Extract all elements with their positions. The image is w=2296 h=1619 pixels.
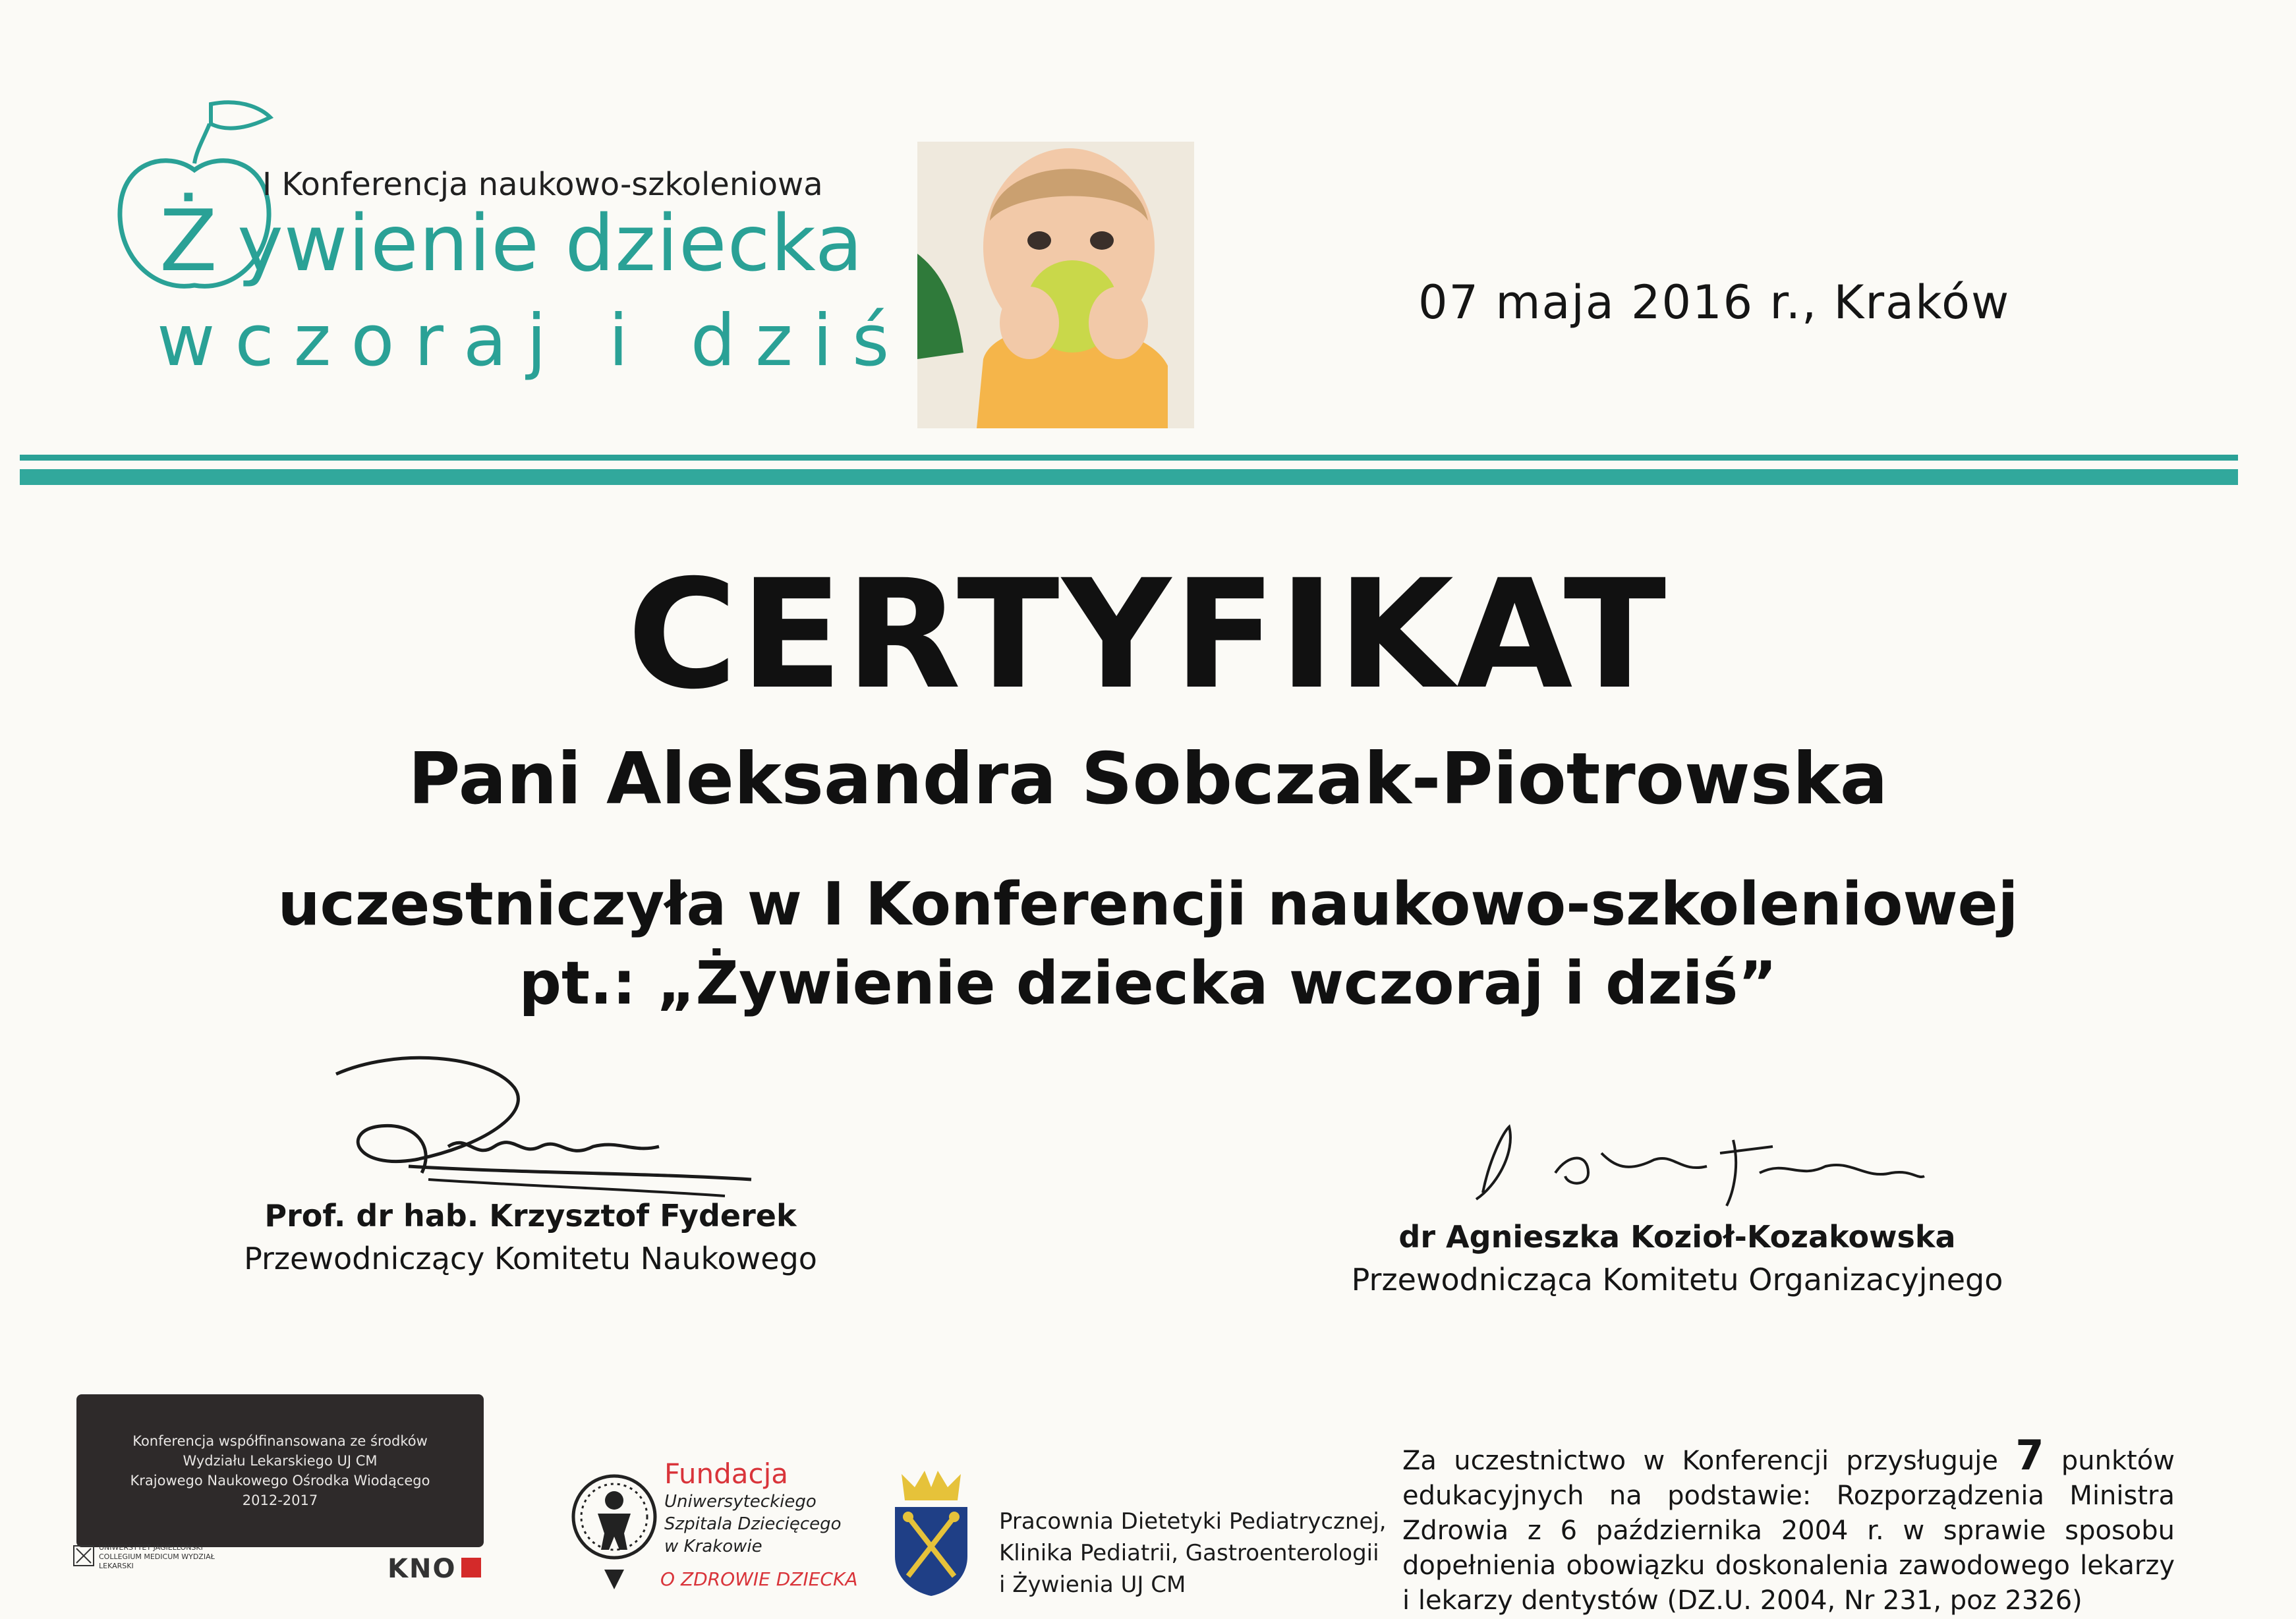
cme-points-note [1402, 1431, 2175, 1618]
uj-cm-logo-icon [72, 1545, 95, 1567]
funding-line-4: 2012-2017 [242, 1492, 318, 1508]
certificate-title: CERTYFIKAT [627, 547, 1669, 722]
foundation-title: Fundacja [664, 1458, 788, 1490]
department-info [999, 1506, 1387, 1601]
department-line-2: Klinika Pediatrii, Gastroenterologii [999, 1540, 1379, 1566]
funding-note [76, 1394, 484, 1547]
foundation-name [664, 1491, 842, 1558]
kno-logo-text: KNO [387, 1554, 457, 1584]
uj-cm-label: UNIWERSYTET JAGIELLOŃSKI COLLEGIUM MEDICUM WYDZIAŁ LEKARSKI [99, 1543, 215, 1570]
recipient-name: Pani Aleksandra Sobczak-Piotrowska [408, 738, 1888, 820]
funding-line-2: Wydziału Lekarskiego UJ CM [183, 1453, 378, 1469]
foundation-tagline: O ZDROWIE DZIECKA [660, 1568, 858, 1590]
signatory-1-role: Przewodniczący Komitetu Naukowego [244, 1241, 817, 1276]
points-value: 7 [2015, 1431, 2044, 1479]
signatory-2-role: Przewodnicząca Komitetu Organizacyjnego [1351, 1262, 2003, 1297]
points-text-before: Za uczestnictwo w Konferencji przysługuje [1402, 1446, 1998, 1476]
title-initial: Ż [159, 192, 217, 291]
conference-title-line1: ywienie dziecka [237, 198, 864, 289]
funding-line-3: Krajowego Naukowego Ośrodka Wiodącego [130, 1473, 430, 1489]
foundation-line-3: w Krakowie [664, 1537, 762, 1556]
signature-koziol-kozakowska [1456, 1114, 1931, 1219]
signatory-2-name: dr Agnieszka Kozioł-Kozakowska [1398, 1219, 1956, 1255]
conference-subtitle: I Konferencja naukowo-szkoleniowa [262, 166, 823, 203]
foundation-line-1: Uniwersyteckiego [664, 1492, 817, 1512]
description-line1: uczestniczyła w I Konferencji naukowo-szkoleniowej [277, 870, 2019, 939]
foundation-line-2: Szpitala Dziecięcego [664, 1514, 842, 1534]
signature-fyderek [316, 1048, 778, 1206]
description-line2: pt.: „Żywienie dziecka wczoraj i dziś” [519, 949, 1777, 1018]
kno-logo-icon [461, 1558, 481, 1577]
child-eating-apple-photo [917, 142, 1194, 428]
foundation-child-logo-icon [568, 1464, 660, 1596]
department-line-3: i Żywienia UJ CM [999, 1572, 1186, 1598]
signatory-1-name: Prof. dr hab. Krzysztof Fyderek [264, 1198, 797, 1234]
department-line-1: Pracownia Dietetyki Pediatrycznej, [999, 1508, 1387, 1535]
divider-thick [20, 469, 2238, 485]
conference-title-line2: wczoraj i dziś [157, 300, 909, 382]
date-place: 07 maja 2016 r., Kraków [1418, 275, 2011, 329]
university-crest-icon [888, 1464, 974, 1596]
divider-thin [20, 455, 2238, 461]
points-text-after: punktów edukacyjnych na podstawie: Rozporządzenia Ministra Zdrowia z 6 października 2004 r. w sprawie sposobu dopełnienia obowiązku doskonalenia zawodowego lekarzy i lekarzy dentystów (DZ.U. 2004, Nr 231, poz 2326) [1402, 1446, 2175, 1616]
funding-line-1: Konferencja współfinansowana ze środków [132, 1433, 428, 1449]
